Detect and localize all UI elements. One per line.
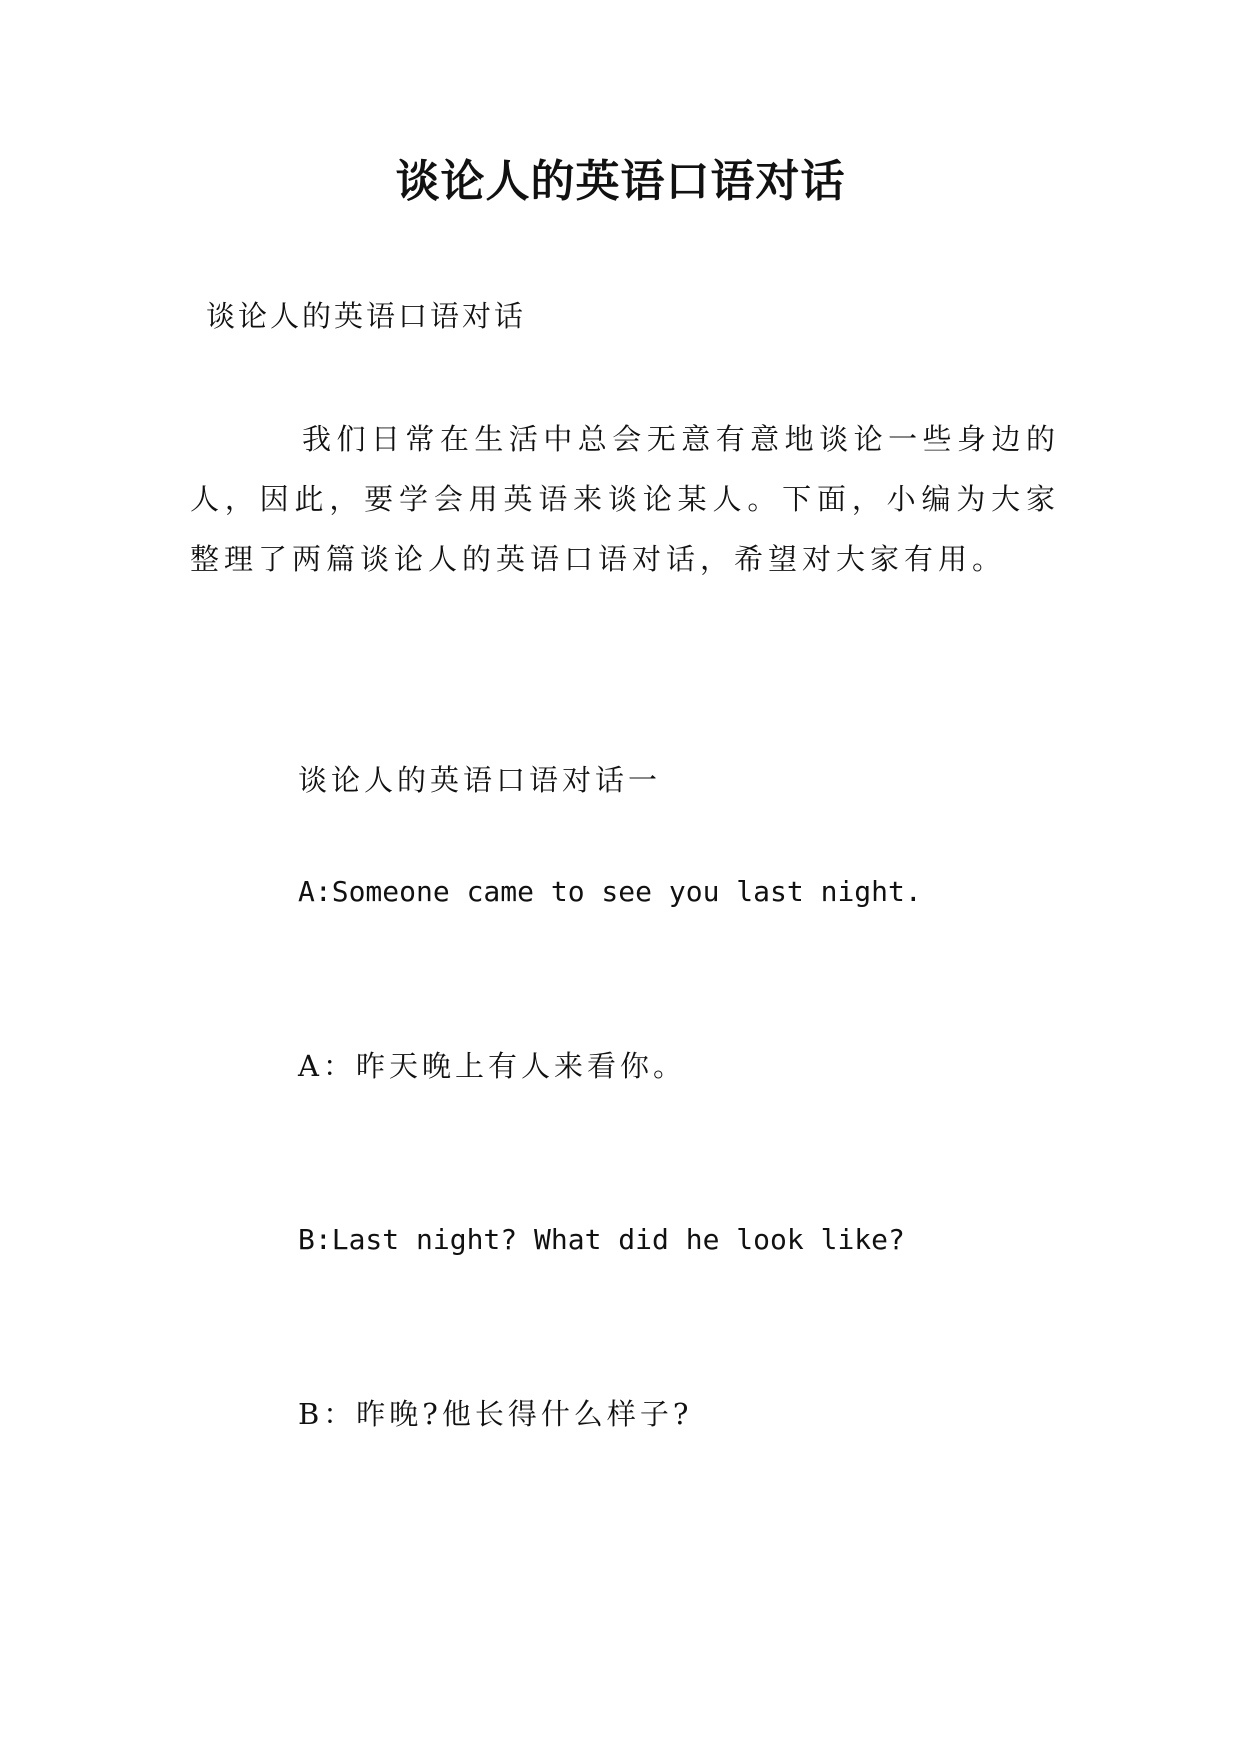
section-heading: 谈论人的英语口语对话一: [298, 763, 662, 797]
document-subtitle: 谈论人的英语口语对话: [206, 299, 527, 333]
intro-paragraph: 我们日常在生活中总会无意有意地谈论一些身边的人，因此，要学会用英语来谈论某人。下面，小编为大家整理了两篇谈论人的英语口语对话，希望对大家有用。: [190, 422, 1060, 576]
document-title: 谈论人的英语口语对话: [395, 156, 846, 207]
dialogue-line: B：昨晚?他长得什么样子?: [298, 1397, 693, 1431]
dialogue-line: B:Last night? What did he look like?: [298, 1223, 905, 1256]
dialogue-line: A：昨天晚上有人来看你。: [298, 1049, 686, 1083]
dialogue-line: A:Someone came to see you last night.: [298, 875, 922, 908]
